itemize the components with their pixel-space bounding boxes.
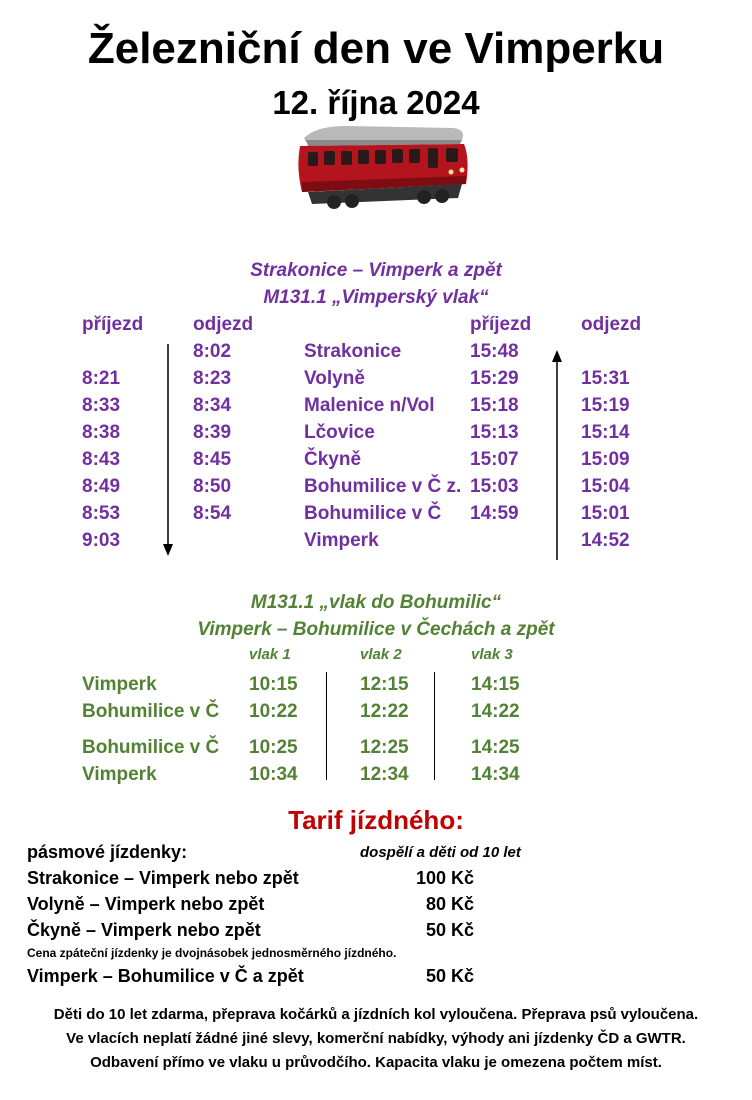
time-train-3: 14:25 (471, 737, 520, 758)
tariff-route: Čkyně – Vimperk nebo zpět (27, 920, 261, 940)
station-name: Malenice n/Vol (304, 395, 435, 416)
departure-time: 8:39 (193, 422, 232, 443)
arrival-time-return: 15:03 (470, 476, 519, 497)
col-header-arrival-return: příjezd (470, 314, 532, 335)
departure-time-return: 15:01 (581, 503, 630, 524)
arrival-time: 8:21 (82, 368, 121, 389)
time-train-3: 14:34 (471, 764, 520, 785)
zone-tickets-label: pásmové jízdenky: (27, 842, 188, 862)
station-name: Vimperk (82, 764, 157, 785)
arrival-time-return: 15:48 (470, 341, 519, 362)
time-train-2: 12:15 (360, 674, 409, 695)
station-name: Bohumilice v Č (82, 701, 220, 722)
time-train-3: 14:15 (471, 674, 520, 695)
time-train-1: 10:22 (249, 701, 298, 722)
arrival-time-return: 15:07 (470, 449, 519, 470)
arrival-time: 9:03 (82, 530, 121, 551)
red-railcar-image (286, 118, 476, 218)
arrival-time: 8:38 (82, 422, 121, 443)
col-header-departure-return: odjezd (581, 314, 642, 335)
up-arrow-icon (549, 350, 565, 560)
route2-subtitle: Vimperk – Bohumilice v Čechách a zpět (197, 619, 555, 640)
departure-time-return: 15:31 (581, 368, 630, 389)
departure-time: 8:34 (193, 395, 232, 416)
column-divider (434, 672, 435, 780)
arrival-time: 8:53 (82, 503, 121, 524)
route2-title: M131.1 „vlak do Bohumilic“ (250, 592, 502, 613)
departure-time-return: 15:14 (581, 422, 630, 443)
arrival-time: 8:33 (82, 395, 121, 416)
page-title: Železniční den ve Vimperku (87, 24, 665, 73)
departure-time: 8:02 (193, 341, 232, 362)
col-header-arrival: příjezd (82, 314, 144, 335)
arrival-time: 8:43 (82, 449, 121, 470)
departure-time-return: 14:52 (581, 530, 630, 551)
time-train-2: 12:22 (360, 701, 409, 722)
departure-time-return: 15:19 (581, 395, 630, 416)
down-arrow-icon (160, 344, 176, 558)
station-name: Čkyně (304, 449, 362, 470)
departure-time: 8:23 (193, 368, 232, 389)
return-ticket-note: Cena zpáteční jízdenky je dvojnásobek jednosměrného jízdného. (27, 946, 397, 960)
station-name: Volyně (304, 368, 365, 389)
arrival-time-return: 15:13 (470, 422, 519, 443)
station-name: Strakonice (304, 341, 402, 362)
col-header-train-2: vlak 2 (360, 646, 402, 663)
tariff-price: 100 Kč (415, 868, 474, 888)
time-train-1: 10:15 (249, 674, 298, 695)
tariff-route: Strakonice – Vimperk nebo zpět (27, 868, 299, 888)
departure-time: 8:54 (193, 503, 232, 524)
column-divider (326, 672, 327, 780)
tariff-price: 50 Kč (425, 920, 474, 940)
tariff-title: Tarif jízdného: (288, 805, 464, 835)
tariff-price: 50 Kč (425, 966, 474, 986)
footer-line: Děti do 10 let zdarma, přeprava kočárků a jízdních kol vyloučena. Přeprava psů vyloučena. (53, 1006, 699, 1023)
station-name: Lčovice (304, 422, 375, 443)
time-train-1: 10:34 (249, 764, 298, 785)
footer-line: Ve vlacích neplatí žádné jiné slevy, komerční nabídky, výhody ani jízdenky ČD a GWTR. (66, 1030, 686, 1047)
tariff-price: 80 Kč (425, 894, 474, 914)
col-header-departure: odjezd (193, 314, 254, 335)
arrival-time-return: 14:59 (470, 503, 519, 524)
station-name: Vimperk (304, 530, 379, 551)
event-date: 12. října 2024 (272, 84, 480, 121)
arrival-time: 8:49 (82, 476, 121, 497)
tariff-route: Volyně – Vimperk nebo zpět (27, 894, 265, 914)
route1-title: Strakonice – Vimperk a zpět (250, 260, 502, 281)
station-name: Bohumilice v Č z. (304, 476, 462, 497)
time-train-1: 10:25 (249, 737, 298, 758)
departure-time-return: 15:09 (581, 449, 630, 470)
audience-label: dospělí a děti od 10 let (360, 844, 521, 861)
tariff-route: Vimperk – Bohumilice v Č a zpět (27, 966, 304, 986)
time-train-3: 14:22 (471, 701, 520, 722)
station-name: Bohumilice v Č (82, 737, 220, 758)
time-train-2: 12:25 (360, 737, 409, 758)
col-header-train-3: vlak 3 (471, 646, 513, 663)
departure-time: 8:50 (193, 476, 232, 497)
route1-subtitle: M131.1 „Vimperský vlak“ (263, 287, 489, 308)
col-header-train-1: vlak 1 (249, 646, 291, 663)
footer-line: Odbavení přímo ve vlaku u průvodčího. Kapacita vlaku je omezena počtem míst. (90, 1054, 662, 1071)
arrival-time-return: 15:29 (470, 368, 519, 389)
time-train-2: 12:34 (360, 764, 409, 785)
arrival-time-return: 15:18 (470, 395, 519, 416)
station-name: Bohumilice v Č (304, 503, 442, 524)
departure-time: 8:45 (193, 449, 232, 470)
station-name: Vimperk (82, 674, 157, 695)
departure-time-return: 15:04 (581, 476, 630, 497)
